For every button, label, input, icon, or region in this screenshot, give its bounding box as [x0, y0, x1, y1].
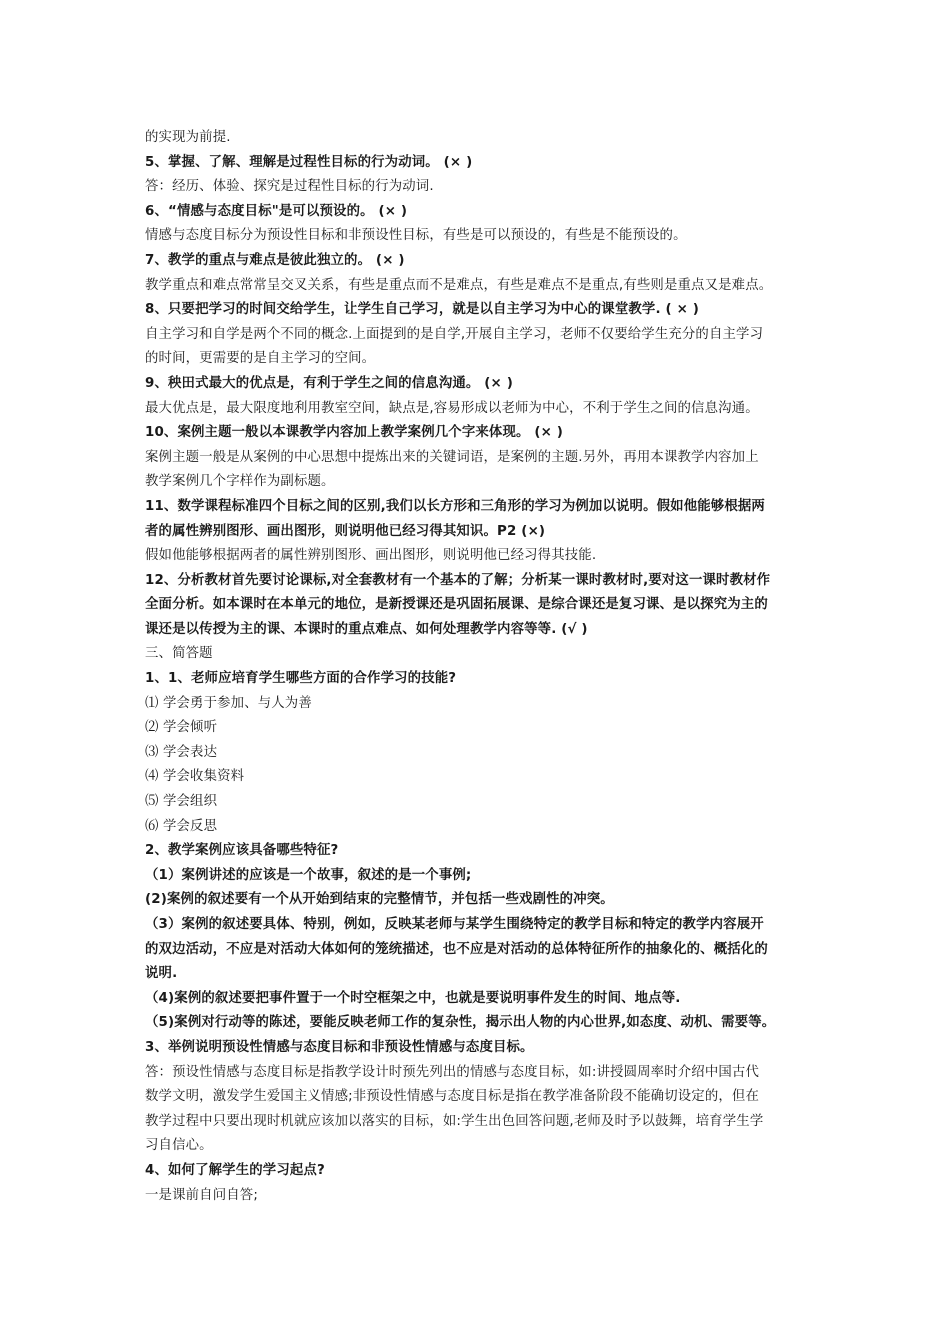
text-line: 数学文明，激发学生爱国主义情感;非预设性情感与态度目标是指在教学准备阶段不能确切设定的，但在: [145, 1089, 759, 1105]
text-line: 情感与态度目标分为预设性目标和非预设性目标，有些是可以预设的，有些是不能预设的。: [145, 228, 687, 244]
question-line: 2、教学案例应该具备哪些特征?: [145, 843, 339, 859]
question-line: 1、1、老师应培育学生哪些方面的合作学习的技能?: [145, 671, 457, 687]
text-line: 假如他能够根据两者的属性辨别图形、画出图形，则说明他已经习得其技能.: [145, 548, 597, 564]
text-line: ⑷ 学会收集资料: [145, 769, 245, 785]
question-line: (2)案例的叙述要有一个从开始到结束的完整情节，并包括一些戏剧性的冲突。: [145, 892, 614, 908]
text-line: ⑹ 学会反思: [145, 818, 218, 834]
text-line: 教学重点和难点常常呈交叉关系，有些是重点而不是难点，有些是难点不是重点,有些则是重点又是难点。: [145, 277, 773, 293]
question-line: 课还是以传授为主的课、本课时的重点难点、如何处理教学内容等等. (√ ): [145, 621, 588, 637]
question-line: 7、教学的重点与难点是彼此独立的。 (× ): [145, 252, 405, 268]
question-line: 6、“情感与态度目标"是可以预设的。 (× ): [145, 203, 408, 219]
question-line: 3、举例说明预设性情感与态度目标和非预设性情感与态度目标。: [145, 1039, 534, 1055]
text-line: 三、简答题: [145, 646, 213, 662]
text-line: 的时间，更需要的是自主学习的空间。: [145, 351, 376, 367]
question-line: 10、案例主题一般以本课教学内容加上教学案例几个字来体现。 (× ): [145, 425, 564, 441]
question-line: 11、数学课程标准四个目标之间的区别,我们以长方形和三角形的学习为例加以说明。假如他能够根据两: [145, 498, 765, 514]
question-line: 说明.: [145, 966, 178, 982]
question-line: 12、分析教材首先要讨论课标,对全套教材有一个基本的了解；分析某一课时教材时,要对这一课时教材作: [145, 572, 771, 588]
text-line: 教学案例几个字样作为副标题。: [145, 474, 335, 490]
question-line: 4、如何了解学生的学习起点?: [145, 1162, 325, 1178]
question-line: 的双边活动，不应是对活动大体如何的笼统描述，也不应是对活动的总体特征所作的抽象化的、概括化的: [145, 941, 768, 957]
text-line: 习自信心。: [145, 1138, 213, 1154]
text-line: 一是课前自问自答;: [145, 1187, 258, 1203]
text-line: 教学过程中只要出现时机就应该加以落实的目标，如:学生出色回答问题,老师及时予以鼓舞，培育学生学: [145, 1113, 764, 1129]
question-line: 9、秧田式最大的优点是，有利于学生之间的信息沟通。 (× ): [145, 375, 513, 391]
question-line: （4)案例的叙述要把事件置于一个时空框架之中，也就是要说明事件发生的时间、地点等.: [145, 990, 681, 1006]
question-line: 8、只要把学习的时间交给学生，让学生自己学习，就是以自主学习为中心的课堂教学. ( × ): [145, 302, 700, 318]
document-body: [145, 126, 815, 1208]
text-line: 自主学习和自学是两个不同的概念.上面提到的是自学,开展自主学习，老师不仅要给学生充分的自主学习: [145, 326, 764, 342]
text-line: 案例主题一般是从案例的中心思想中提炼出来的关键词语，是案例的主题.另外，再用本课教学内容加上: [145, 449, 759, 465]
question-line: （1）案例讲述的应该是一个故事，叙述的是一个事例;: [145, 867, 472, 883]
question-line: （3）案例的叙述要具体、特别，例如，反映某老师与某学生围绕特定的教学目标和特定的教学内容展开: [145, 917, 764, 932]
text-line: 最大优点是，最大限度地利用教室空间，缺点是,容易形成以老师为中心，不利于学生之间的信息沟通。: [145, 400, 759, 416]
question-line: 者的属性辨别图形、画出图形，则说明他已经习得其知识。P2 (×): [145, 523, 546, 539]
text-line: 答：经历、体验、探究是过程性目标的行为动词.: [145, 179, 434, 195]
text-line: ⑵ 学会倾听: [145, 720, 218, 736]
text-line: ⑴ 学会勇于参加、与人为善: [145, 695, 312, 711]
text-line: 答：预设性情感与态度目标是指教学设计时预先列出的情感与态度目标，如:讲授圆周率时介绍中国古代: [145, 1064, 759, 1080]
text-line: 的实现为前提.: [145, 130, 231, 145]
question-line: 5、掌握、了解、理解是过程性目标的行为动词。 (× ): [145, 154, 473, 170]
question-line: （5)案例对行动等的陈述，要能反映老师工作的复杂性，揭示出人物的内心世界,如态度、动机、需要等。: [145, 1015, 776, 1031]
question-line: 全面分析。如本课时在本单元的地位，是新授课还是巩固拓展课、是综合课还是复习课、是以探究为主的: [145, 597, 768, 613]
text-line: ⑶ 学会表达: [145, 744, 218, 760]
text-line: ⑸ 学会组织: [145, 794, 218, 810]
